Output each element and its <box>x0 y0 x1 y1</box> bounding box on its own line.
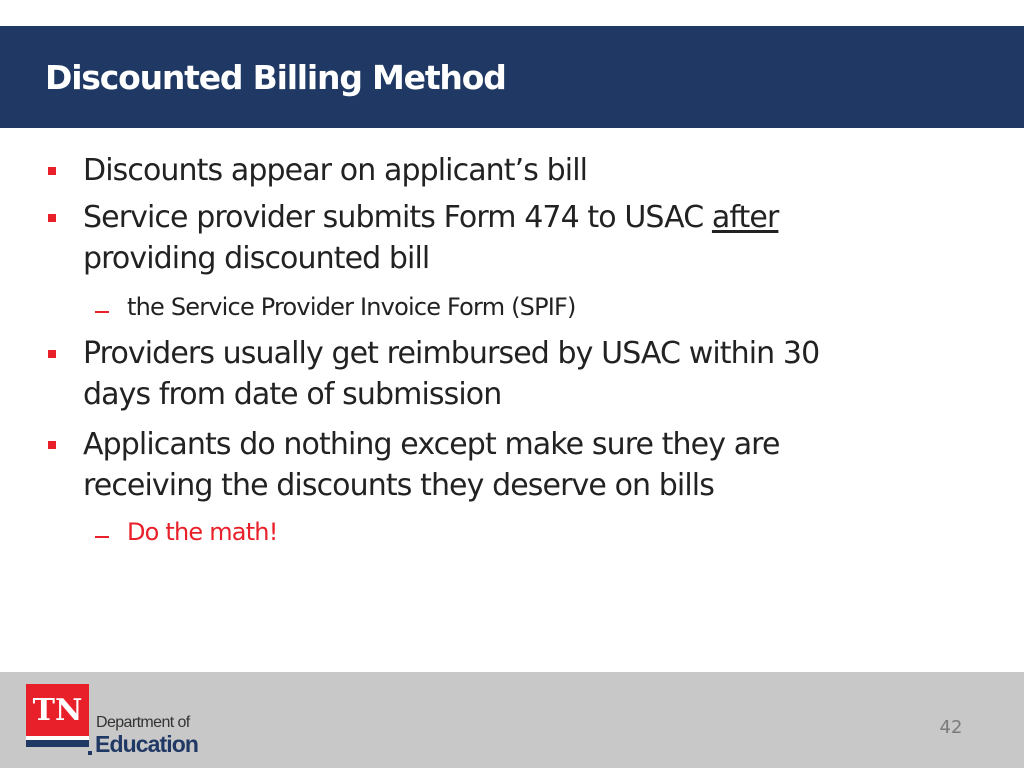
bullet-text <box>83 198 778 238</box>
square-bullet-icon <box>48 167 56 175</box>
bullet-text: Applicants do nothing except make sure they are <box>83 427 780 462</box>
bullet-text-continued: receiving the discounts they deserve on bills <box>83 468 714 503</box>
square-bullet-icon <box>48 214 56 222</box>
bullet-text-continued: days from date of submission <box>83 377 502 412</box>
logo-department-text: Department of <box>96 714 190 731</box>
bullet-text-part: Service provider submits Form 474 to USAC <box>83 200 712 235</box>
sub-bullet-text: the Service Provider Invoice Form (SPIF) <box>127 293 576 321</box>
square-bullet-icon <box>48 350 56 358</box>
logo-education-text: Education <box>95 731 199 757</box>
bullet-text: Providers usually get reimbursed by USAC within 30 <box>83 336 820 371</box>
dash-bullet-icon <box>95 536 109 538</box>
square-bullet-icon <box>48 441 56 449</box>
bullet-text: Discounts appear on applicant’s bill <box>83 153 588 188</box>
dash-bullet-icon <box>95 311 109 313</box>
underlined-emphasis: after <box>711 200 779 235</box>
tn-logo-text: TN <box>32 693 83 728</box>
logo-stripe <box>26 740 89 747</box>
bullet-text-continued: providing discounted bill <box>83 241 430 276</box>
slide-title: Discounted Billing Method <box>45 58 506 97</box>
page-number: 42 <box>939 717 963 738</box>
logo-dot <box>88 751 92 755</box>
sub-bullet-text-highlight: Do the math! <box>127 518 278 546</box>
